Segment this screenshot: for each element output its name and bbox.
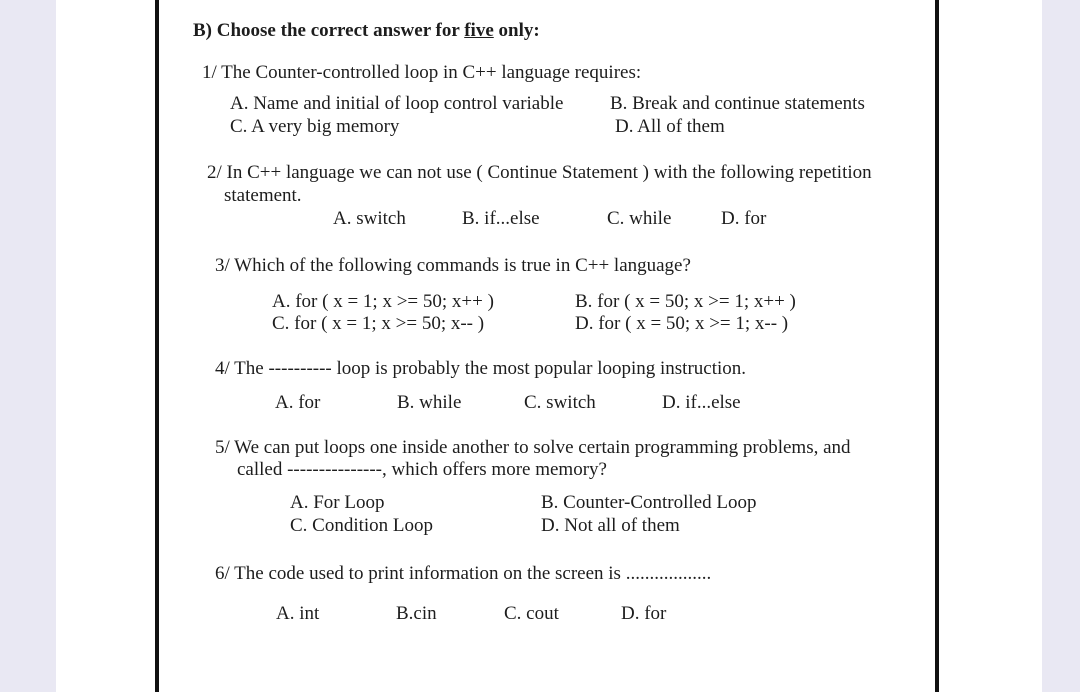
- question-4-option-d: D. if...else: [662, 392, 741, 413]
- question-4-option-c: C. switch: [524, 392, 596, 413]
- question-1-option-c: C. A very big memory: [230, 116, 400, 137]
- question-5-stem-line2: called ---------------, which offers more memory?: [237, 459, 607, 480]
- question-2-stem-line1: 2/ In C++ language we can not use ( Continue Statement ) with the following repetition: [207, 162, 872, 183]
- question-2-option-b: B. if...else: [462, 208, 540, 229]
- question-3-stem: 3/ Which of the following commands is true in C++ language?: [215, 255, 691, 276]
- question-5-stem-line1: 5/ We can put loops one inside another to solve certain programming problems, and: [215, 437, 851, 458]
- question-2-option-d: D. for: [721, 208, 767, 229]
- question-1-option-d: D. All of them: [615, 116, 725, 137]
- question-6-option-c: C. cout: [504, 603, 559, 624]
- question-1-option-a: A. Name and initial of loop control variable: [230, 93, 564, 114]
- question-2-stem-line2: statement.: [224, 185, 302, 206]
- question-6-option-a: A. int: [276, 603, 320, 624]
- question-4-option-a: A. for: [275, 392, 321, 413]
- question-1-option-b: B. Break and continue statements: [610, 93, 865, 114]
- question-6-option-b: B.cin: [396, 603, 437, 624]
- section-heading: B) Choose the correct answer for five only:: [193, 20, 540, 41]
- question-5-option-d: D. Not all of them: [541, 515, 680, 536]
- heading-emphasis: five: [464, 20, 494, 41]
- question-3-option-d: D. for ( x = 50; x >= 1; x-- ): [575, 313, 789, 334]
- question-4-option-b: B. while: [397, 392, 462, 413]
- question-2-option-c: C. while: [607, 208, 672, 229]
- question-6-option-d: D. for: [621, 603, 667, 624]
- question-5-option-c: C. Condition Loop: [290, 515, 434, 536]
- question-5-option-b: B. Counter-Controlled Loop: [541, 492, 757, 513]
- question-4-stem: 4/ The ---------- loop is probably the most popular looping instruction.: [215, 358, 747, 379]
- question-3-option-c: C. for ( x = 1; x >= 50; x-- ): [272, 313, 485, 334]
- question-2-option-a: A. switch: [333, 208, 406, 229]
- question-6-stem: 6/ The code used to print information on the screen is ..................: [215, 563, 712, 584]
- question-3-option-b: B. for ( x = 50; x >= 1; x++ ): [575, 291, 796, 312]
- question-5-option-a: A. For Loop: [290, 492, 385, 513]
- question-3-option-a: A. for ( x = 1; x >= 50; x++ ): [272, 291, 494, 312]
- question-1-stem: 1/ The Counter-controlled loop in C++ language requires:: [202, 62, 642, 83]
